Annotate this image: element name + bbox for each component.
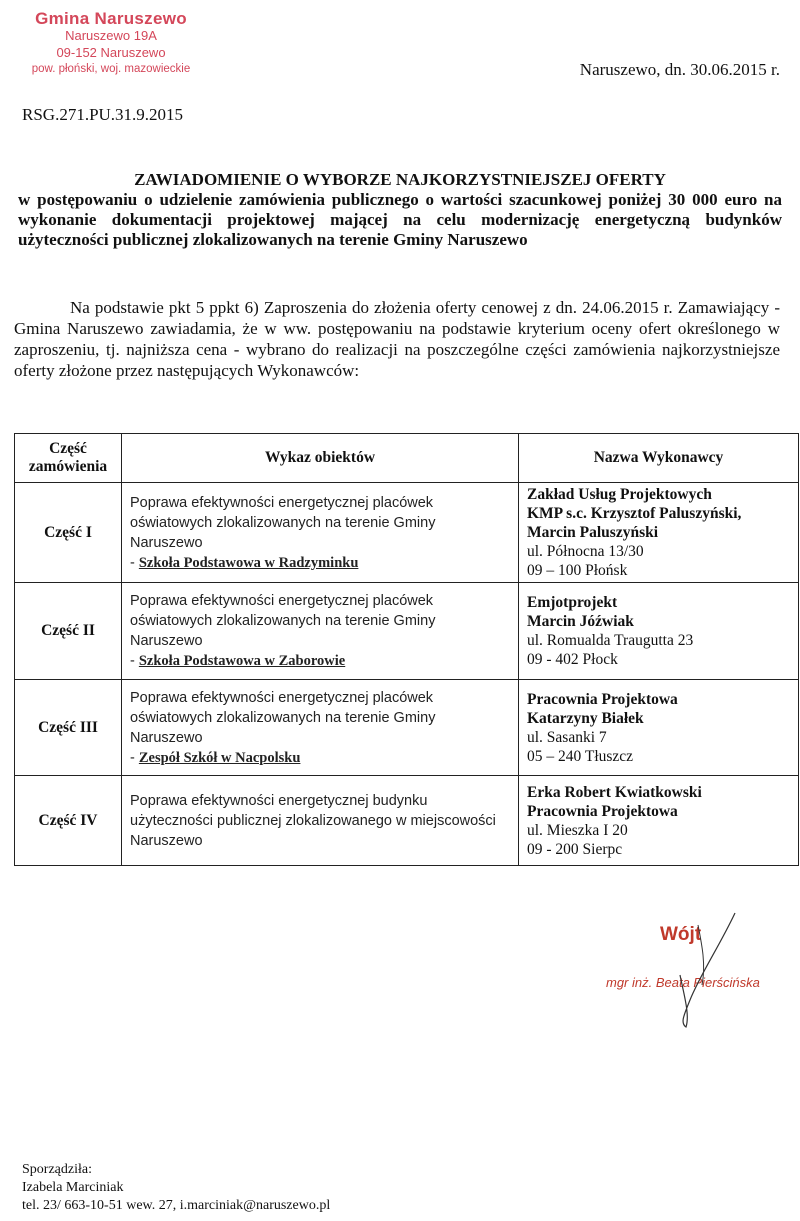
school-name: Szkoła Podstawowa w Radzyminku <box>138 554 359 571</box>
document-heading <box>18 170 782 250</box>
offers-table <box>14 433 799 866</box>
school-prefix: - <box>130 554 139 571</box>
contractor-name-line: Pracownia Projektowa <box>527 690 678 708</box>
row-objects <box>122 776 519 866</box>
heading-title: ZAWIADOMIENIE O WYBORZE NAJKORZYSTNIEJSZEJ OFERTY <box>134 170 666 189</box>
object-description: Poprawa efektywności energetycznej budynku użyteczności publicznej zlokalizowanego w miejscowości Naruszewo <box>130 792 496 849</box>
stamp-postal: 09-152 Naruszewo <box>56 45 166 60</box>
row-part: Część IV <box>15 776 122 866</box>
contractor-city: 05 – 240 Tłuszcz <box>527 747 634 765</box>
footer-name: Izabela Marciniak <box>22 1180 124 1195</box>
stamp-address: Naruszewo 19A <box>65 28 157 43</box>
school-name: Zespół Szkół w Nacpolsku <box>138 749 301 766</box>
row-objects <box>122 583 519 680</box>
object-description: Poprawa efektywności energetycznej placówek oświatowych zlokalizowanych na terenie Gminy Naruszewo <box>130 494 436 551</box>
footer-label: Sporządziła: <box>22 1162 92 1177</box>
table-row <box>15 583 799 680</box>
school-prefix: - <box>130 749 139 766</box>
object-description: Poprawa efektywności energetycznej placówek oświatowych zlokalizowanych na terenie Gminy Naruszewo <box>130 689 436 746</box>
reference-number: RSG.271.PU.31.9.2015 <box>22 105 184 124</box>
row-part: Część III <box>15 680 122 776</box>
heading-subtitle: w postępowaniu o udzielenie zamówienia publicznego o wartości szacunkowej poniżej 30 000 euro na wykonanie dokumentacji projektowej mającej na celu modernizację energetyczną budynków użyteczności publicznej zlokalizowanych na terenie Gminy Naruszewo <box>18 190 782 249</box>
signature-name: mgr inż. Beata Pierścińska <box>606 975 760 990</box>
contractor-city: 09 - 200 Sierpc <box>527 840 623 858</box>
header-part: Część zamówienia <box>15 434 122 483</box>
contractor-city: 09 – 100 Płońsk <box>527 562 628 579</box>
row-objects <box>122 680 519 776</box>
table-row <box>15 680 799 776</box>
contractor-name-line: Marcin Jóźwiak <box>527 613 634 630</box>
contractor-street: ul. Północna 13/30 <box>527 543 644 560</box>
header-contractor: Nazwa Wykonawcy <box>519 434 799 483</box>
contractor-name-line: Erka Robert Kwiatkowski <box>527 783 702 801</box>
contractor-street: ul. Sasanki 7 <box>527 728 607 746</box>
notice-paragraph <box>14 297 780 381</box>
contractor-name-line: Zakład Usług Projektowych <box>527 486 712 503</box>
row-contractor <box>519 583 799 680</box>
row-contractor <box>519 680 799 776</box>
stamp-title: Gmina Naruszewo <box>35 9 187 28</box>
object-description: Poprawa efektywności energetycznej placówek oświatowych zlokalizowanych na terenie Gminy Naruszewo <box>130 593 436 649</box>
signature-title: Wójt <box>660 924 702 945</box>
table-header-row <box>15 434 799 483</box>
document-date: Naruszewo, dn. 30.06.2015 r. <box>579 60 780 79</box>
footer-contact: tel. 23/ 663-10-51 wew. 27, i.marciniak@naruszewo.pl <box>22 1198 331 1213</box>
municipality-stamp <box>0 10 222 78</box>
row-part: Część II <box>15 583 122 680</box>
contractor-city: 09 - 402 Płock <box>527 651 618 668</box>
row-objects <box>122 483 519 583</box>
contractor-street: ul. Romualda Traugutta 23 <box>527 632 694 649</box>
contractor-name-line: Pracownia Projektowa <box>527 802 678 820</box>
table-row <box>15 483 799 583</box>
footer-prepared-by <box>22 1161 330 1215</box>
school-name: Szkoła Podstawowa w Zaborowie <box>138 653 346 669</box>
school-prefix: - <box>130 653 139 669</box>
handwritten-signature <box>640 905 760 1035</box>
contractor-name-line: Emjotprojekt <box>527 594 618 611</box>
contractor-name-line: KMP s.c. Krzysztof Paluszyński, <box>527 505 742 522</box>
contractor-name-line: Marcin Paluszyński <box>527 524 659 541</box>
stamp-county: pow. płoński, woj. mazowieckie <box>31 63 191 75</box>
row-part: Część I <box>15 483 122 583</box>
header-objects: Wykaz obiektów <box>122 434 519 483</box>
contractor-street: ul. Mieszka I 20 <box>527 821 628 839</box>
table-row <box>15 776 799 866</box>
row-contractor <box>519 776 799 866</box>
paragraph-text: Na podstawie pkt 5 ppkt 6) Zaproszenia do złożenia oferty cenowej z dn. 24.06.2015 r. Zamawiający - Gmina Naruszewo zawiadamia, że w ww. postępowaniu na podstawie kryterium oceny ofert określonego w zaproszeniu, tj. najniższa cena - wybrano do realizacji na poszczególne części zamówienia najkorzystniejsze oferty złożone przez następujących Wykonawców: <box>14 298 780 380</box>
contractor-name-line: Katarzyny Białek <box>527 709 644 727</box>
row-contractor <box>519 483 799 583</box>
